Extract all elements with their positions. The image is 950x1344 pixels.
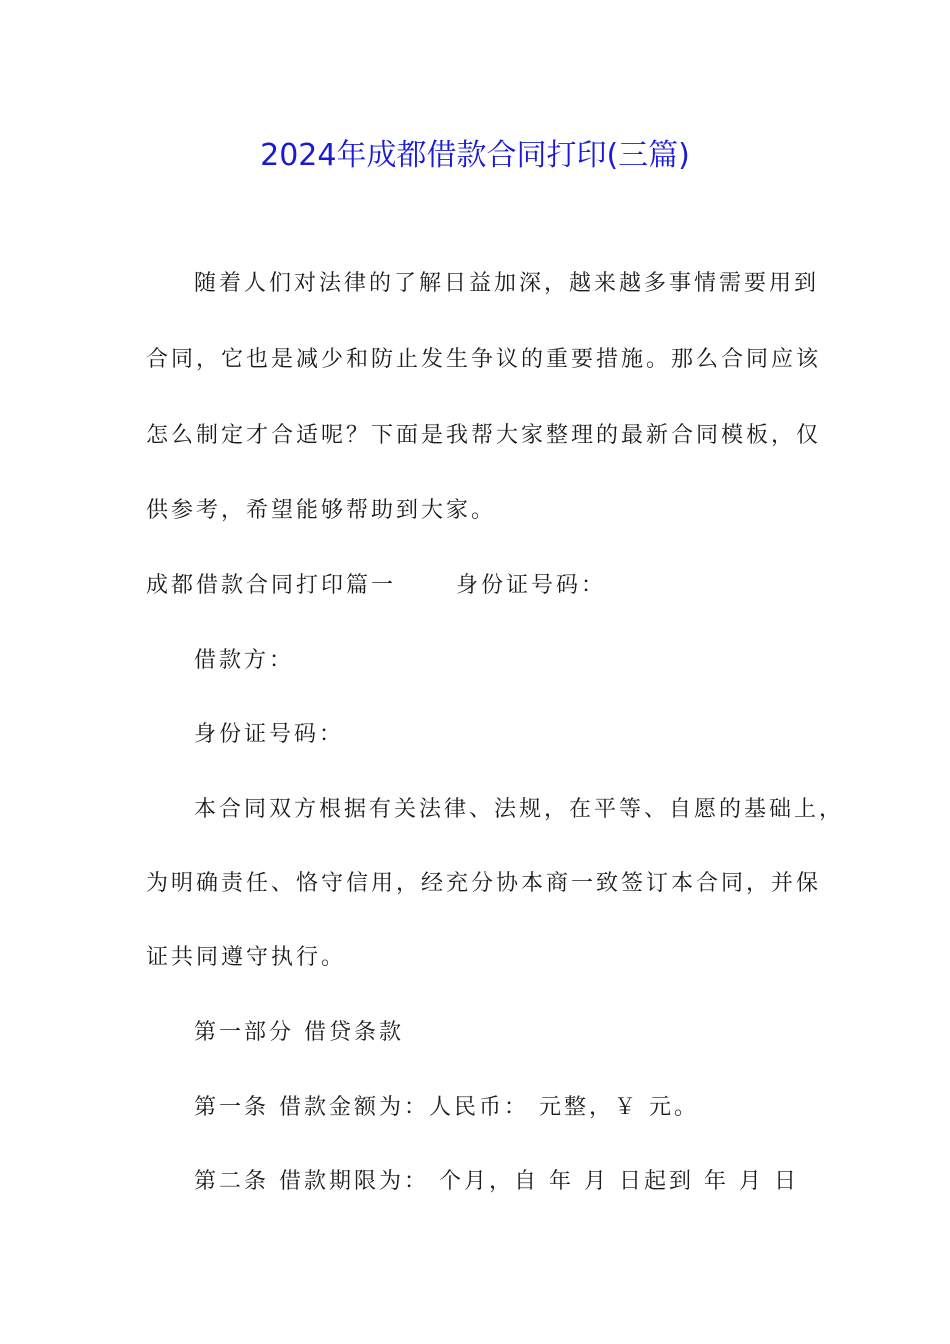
id-number-label: 身份证号码：: [456, 573, 607, 598]
part-heading: 第一部分 借贷条款: [194, 1020, 404, 1045]
clause-line: 第一条 借款金额为：人民币： 元整，￥ 元。: [194, 1095, 699, 1120]
clause-line: 第二条 借款期限为： 个月，自 年 月 日起到 年 月 日: [194, 1169, 799, 1194]
paragraph-line: 证共同遵守执行。: [146, 945, 347, 970]
section-heading-line: [146, 571, 826, 601]
paragraph-line: 供参考，希望能够帮助到大家。: [146, 498, 497, 523]
paragraph-line: 随着人们对法律的了解日益加深，越来越多事情需要用到: [194, 271, 820, 296]
borrower-label: 借款方：: [194, 648, 295, 673]
section-heading: 成都借款合同打印篇一: [146, 573, 397, 598]
paragraph-line: 怎么制定才合适呢？下面是我帮大家整理的最新合同模板，仅: [146, 423, 822, 448]
document-title: 2024年成都借款合同打印(三篇): [260, 138, 690, 173]
paragraph-line: 为明确责任、恪守信用，经充分协本商一致签订本合同，并保: [146, 871, 822, 896]
paragraph-line: 合同，它也是减少和防止发生争议的重要措施。那么合同应该: [146, 347, 822, 372]
id-number-label: 身份证号码：: [194, 722, 345, 747]
paragraph-line: 本合同双方根据有关法律、法规，在平等、自愿的基础上，: [194, 797, 845, 822]
